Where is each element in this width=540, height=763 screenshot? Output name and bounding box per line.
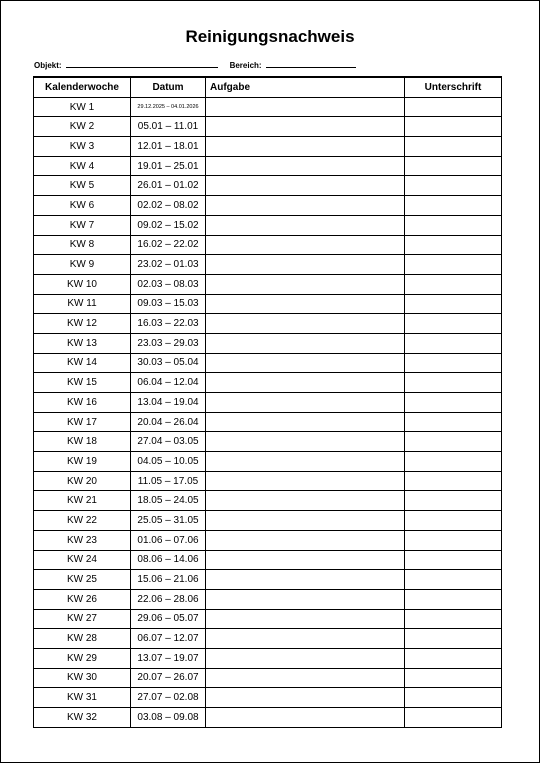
- datum-cell: 15.06 – 21.06: [131, 570, 206, 590]
- unterschrift-cell[interactable]: [405, 688, 502, 708]
- datum-cell: 19.01 – 25.01: [131, 156, 206, 176]
- cleaning-log-table: [33, 76, 502, 728]
- header-unterschrift: Unterschrift: [405, 77, 502, 97]
- datum-cell: 05.01 – 11.01: [131, 117, 206, 137]
- kw-cell: KW 3: [34, 137, 131, 157]
- table-row: [34, 274, 502, 294]
- unterschrift-cell[interactable]: [405, 156, 502, 176]
- objekt-line: [66, 59, 218, 68]
- aufgabe-cell[interactable]: [206, 373, 405, 393]
- unterschrift-cell[interactable]: [405, 648, 502, 668]
- aufgabe-cell[interactable]: [206, 156, 405, 176]
- datum-cell: 30.03 – 05.04: [131, 353, 206, 373]
- datum-cell: 22.06 – 28.06: [131, 589, 206, 609]
- table-row: [34, 550, 502, 570]
- aufgabe-cell[interactable]: [206, 117, 405, 137]
- aufgabe-cell[interactable]: [206, 511, 405, 531]
- datum-cell: 02.03 – 08.03: [131, 274, 206, 294]
- aufgabe-cell[interactable]: [206, 530, 405, 550]
- datum-cell: 26.01 – 01.02: [131, 176, 206, 196]
- aufgabe-cell[interactable]: [206, 274, 405, 294]
- table-row: [34, 333, 502, 353]
- unterschrift-cell[interactable]: [405, 491, 502, 511]
- kw-cell: KW 22: [34, 511, 131, 531]
- kw-cell: KW 13: [34, 333, 131, 353]
- aufgabe-cell[interactable]: [206, 294, 405, 314]
- datum-cell: 03.08 – 09.08: [131, 708, 206, 728]
- unterschrift-cell[interactable]: [405, 373, 502, 393]
- unterschrift-cell[interactable]: [405, 550, 502, 570]
- datum-cell: 06.04 – 12.04: [131, 373, 206, 393]
- kw-cell: KW 16: [34, 393, 131, 413]
- unterschrift-cell[interactable]: [405, 353, 502, 373]
- unterschrift-cell[interactable]: [405, 196, 502, 216]
- table-row: [34, 137, 502, 157]
- aufgabe-cell[interactable]: [206, 491, 405, 511]
- kw-cell: KW 4: [34, 156, 131, 176]
- kw-cell: KW 2: [34, 117, 131, 137]
- datum-cell: 29.12.2025 – 04.01.2026: [131, 97, 206, 117]
- datum-cell: 13.04 – 19.04: [131, 393, 206, 413]
- aufgabe-cell[interactable]: [206, 589, 405, 609]
- kw-cell: KW 15: [34, 373, 131, 393]
- table-row: [34, 353, 502, 373]
- kw-cell: KW 32: [34, 708, 131, 728]
- table-row: [34, 648, 502, 668]
- kw-cell: KW 18: [34, 432, 131, 452]
- unterschrift-cell[interactable]: [405, 609, 502, 629]
- table-row: [34, 156, 502, 176]
- datum-cell: 13.07 – 19.07: [131, 648, 206, 668]
- datum-cell: 09.03 – 15.03: [131, 294, 206, 314]
- table-row: [34, 196, 502, 216]
- table-row: [34, 176, 502, 196]
- aufgabe-cell[interactable]: [206, 97, 405, 117]
- aufgabe-cell[interactable]: [206, 432, 405, 452]
- kw-cell: KW 23: [34, 530, 131, 550]
- aufgabe-cell[interactable]: [206, 668, 405, 688]
- table-row: [34, 255, 502, 275]
- datum-cell: 23.03 – 29.03: [131, 333, 206, 353]
- aufgabe-cell[interactable]: [206, 629, 405, 649]
- aufgabe-cell[interactable]: [206, 609, 405, 629]
- unterschrift-cell[interactable]: [405, 333, 502, 353]
- unterschrift-cell[interactable]: [405, 471, 502, 491]
- datum-cell: 06.07 – 12.07: [131, 629, 206, 649]
- kw-cell: KW 6: [34, 196, 131, 216]
- aufgabe-cell[interactable]: [206, 708, 405, 728]
- table-row: [34, 609, 502, 629]
- datum-cell: 04.05 – 10.05: [131, 452, 206, 472]
- table-row: [34, 570, 502, 590]
- aufgabe-cell[interactable]: [206, 235, 405, 255]
- kw-cell: KW 7: [34, 215, 131, 235]
- bereich-line: [266, 59, 356, 68]
- aufgabe-cell[interactable]: [206, 196, 405, 216]
- aufgabe-cell[interactable]: [206, 452, 405, 472]
- kw-cell: KW 1: [34, 97, 131, 117]
- datum-cell: 18.05 – 24.05: [131, 491, 206, 511]
- unterschrift-cell[interactable]: [405, 97, 502, 117]
- kw-cell: KW 25: [34, 570, 131, 590]
- kw-cell: KW 17: [34, 412, 131, 432]
- aufgabe-cell[interactable]: [206, 688, 405, 708]
- kw-cell: KW 31: [34, 688, 131, 708]
- aufgabe-cell[interactable]: [206, 353, 405, 373]
- header-fields: [34, 59, 356, 70]
- aufgabe-cell[interactable]: [206, 314, 405, 334]
- unterschrift-cell[interactable]: [405, 215, 502, 235]
- unterschrift-cell[interactable]: [405, 274, 502, 294]
- unterschrift-cell[interactable]: [405, 708, 502, 728]
- kw-cell: KW 28: [34, 629, 131, 649]
- unterschrift-cell[interactable]: [405, 176, 502, 196]
- datum-cell: 11.05 – 17.05: [131, 471, 206, 491]
- kw-cell: KW 24: [34, 550, 131, 570]
- datum-cell: 01.06 – 07.06: [131, 530, 206, 550]
- kw-cell: KW 20: [34, 471, 131, 491]
- datum-cell: 29.06 – 05.07: [131, 609, 206, 629]
- aufgabe-cell[interactable]: [206, 255, 405, 275]
- aufgabe-cell[interactable]: [206, 137, 405, 157]
- header-kalenderwoche: Kalenderwoche: [34, 77, 131, 97]
- kw-cell: KW 9: [34, 255, 131, 275]
- table-row: [34, 235, 502, 255]
- unterschrift-cell[interactable]: [405, 530, 502, 550]
- page-title: Reinigungsnachweis: [185, 27, 355, 46]
- kw-cell: KW 12: [34, 314, 131, 334]
- aufgabe-cell[interactable]: [206, 176, 405, 196]
- table-row: [34, 688, 502, 708]
- table-row: [34, 294, 502, 314]
- table-row: [34, 215, 502, 235]
- unterschrift-cell[interactable]: [405, 117, 502, 137]
- unterschrift-cell[interactable]: [405, 294, 502, 314]
- unterschrift-cell[interactable]: [405, 432, 502, 452]
- datum-cell: 16.02 – 22.02: [131, 235, 206, 255]
- table-row: [34, 668, 502, 688]
- aufgabe-cell[interactable]: [206, 570, 405, 590]
- datum-cell: 20.04 – 26.04: [131, 412, 206, 432]
- header-datum: Datum: [131, 77, 206, 97]
- aufgabe-cell[interactable]: [206, 215, 405, 235]
- kw-cell: KW 30: [34, 668, 131, 688]
- table-row: [34, 471, 502, 491]
- datum-cell: 25.05 – 31.05: [131, 511, 206, 531]
- datum-cell: 20.07 – 26.07: [131, 668, 206, 688]
- kw-cell: KW 21: [34, 491, 131, 511]
- aufgabe-cell[interactable]: [206, 412, 405, 432]
- kw-cell: KW 29: [34, 648, 131, 668]
- header-aufgabe: Aufgabe: [206, 77, 405, 97]
- unterschrift-cell[interactable]: [405, 629, 502, 649]
- table-row: [34, 412, 502, 432]
- datum-cell: 08.06 – 14.06: [131, 550, 206, 570]
- unterschrift-cell[interactable]: [405, 452, 502, 472]
- table-row: [34, 97, 502, 117]
- table-row: [34, 393, 502, 413]
- kw-cell: KW 8: [34, 235, 131, 255]
- unterschrift-cell[interactable]: [405, 412, 502, 432]
- unterschrift-cell[interactable]: [405, 589, 502, 609]
- aufgabe-cell[interactable]: [206, 550, 405, 570]
- aufgabe-cell[interactable]: [206, 333, 405, 353]
- unterschrift-cell[interactable]: [405, 137, 502, 157]
- kw-cell: KW 11: [34, 294, 131, 314]
- unterschrift-cell[interactable]: [405, 393, 502, 413]
- table-row: [34, 530, 502, 550]
- aufgabe-cell[interactable]: [206, 471, 405, 491]
- aufgabe-cell[interactable]: [206, 393, 405, 413]
- kw-cell: KW 5: [34, 176, 131, 196]
- table-header-row: [34, 77, 502, 97]
- unterschrift-cell[interactable]: [405, 570, 502, 590]
- table-row: [34, 373, 502, 393]
- datum-cell: 16.03 – 22.03: [131, 314, 206, 334]
- objekt-label: Objekt:: [34, 61, 62, 70]
- bereich-label: Bereich:: [229, 61, 262, 70]
- table-row: [34, 314, 502, 334]
- unterschrift-cell[interactable]: [405, 235, 502, 255]
- unterschrift-cell[interactable]: [405, 255, 502, 275]
- table-row: [34, 432, 502, 452]
- datum-cell: 27.04 – 03.05: [131, 432, 206, 452]
- table-body: [34, 97, 502, 727]
- kw-cell: KW 14: [34, 353, 131, 373]
- aufgabe-cell[interactable]: [206, 648, 405, 668]
- kw-cell: KW 19: [34, 452, 131, 472]
- unterschrift-cell[interactable]: [405, 314, 502, 334]
- table-row: [34, 708, 502, 728]
- unterschrift-cell[interactable]: [405, 668, 502, 688]
- table-row: [34, 452, 502, 472]
- datum-cell: 27.07 – 02.08: [131, 688, 206, 708]
- datum-cell: 09.02 – 15.02: [131, 215, 206, 235]
- kw-cell: KW 10: [34, 274, 131, 294]
- datum-cell: 02.02 – 08.02: [131, 196, 206, 216]
- unterschrift-cell[interactable]: [405, 511, 502, 531]
- datum-cell: 23.02 – 01.03: [131, 255, 206, 275]
- kw-cell: KW 26: [34, 589, 131, 609]
- datum-cell: 12.01 – 18.01: [131, 137, 206, 157]
- table-row: [34, 511, 502, 531]
- kw-cell: KW 27: [34, 609, 131, 629]
- table-row: [34, 491, 502, 511]
- table-row: [34, 117, 502, 137]
- table-row: [34, 629, 502, 649]
- table-row: [34, 589, 502, 609]
